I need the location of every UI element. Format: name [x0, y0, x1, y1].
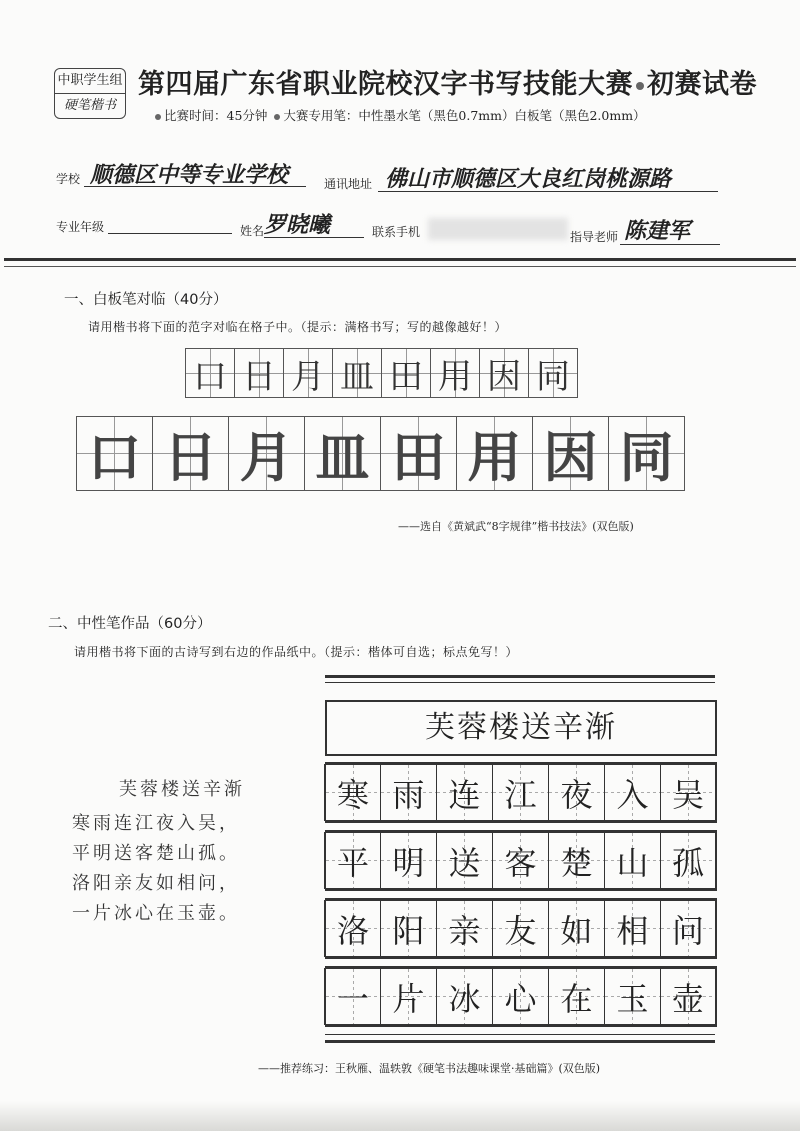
work-cell[interactable]: 山 — [604, 832, 661, 889]
work-row — [325, 966, 717, 1027]
work-cell[interactable]: 送 — [436, 832, 493, 889]
major-field[interactable] — [108, 233, 232, 234]
work-cell[interactable]: 在 — [548, 968, 605, 1025]
work-cell[interactable]: 如 — [548, 900, 605, 957]
grid-cell[interactable]: 同 — [528, 348, 578, 398]
poem-line: 一片冰心在玉壶。 — [72, 903, 240, 924]
divider-thin — [4, 266, 796, 267]
work-cell[interactable]: 孤 — [660, 832, 717, 889]
work-row — [325, 830, 717, 891]
section2-source: ——推荐练习：王秋雁、温轶敦《硬笔书法趣味课堂·基础篇》(双色版) — [258, 1062, 601, 1075]
bullet-icon — [636, 82, 644, 90]
exam-subtitle — [152, 106, 646, 124]
work-cell[interactable]: 寒 — [324, 764, 381, 821]
section1-source: ——选自《黄斌武“8字规律”楷书技法》(双色版) — [398, 520, 634, 533]
work-cell[interactable]: 心 — [492, 968, 549, 1025]
phone-label: 联系手机 — [372, 225, 421, 239]
grid-cell[interactable]: 口 — [185, 348, 235, 398]
poem-text — [72, 775, 292, 929]
work-border-bottom — [325, 1040, 715, 1043]
model-cell: 同 — [608, 416, 685, 491]
model-cell: 日 — [152, 416, 229, 491]
exam-time: 比赛时间：45分钟 — [164, 108, 268, 123]
work-row — [325, 898, 717, 959]
exam-pens: 大赛专用笔：中性墨水笔（黑色0.7mm）白板笔（黑色2.0mm） — [283, 108, 646, 123]
work-border-top-thin — [325, 682, 715, 683]
work-cell[interactable]: 连 — [436, 764, 493, 821]
work-cell[interactable]: 楚 — [548, 832, 605, 889]
grid-cell[interactable]: 月 — [283, 348, 333, 398]
poem-line: 洛阳亲友如相问， — [72, 873, 240, 894]
scan-shadow — [0, 1101, 800, 1131]
grid-cell[interactable]: 田 — [381, 348, 431, 398]
work-cell[interactable]: 明 — [380, 832, 437, 889]
work-cell[interactable]: 阳 — [380, 900, 437, 957]
phone-field-redacted[interactable] — [428, 218, 568, 240]
work-cell[interactable]: 客 — [492, 832, 549, 889]
grid-cell[interactable]: 用 — [430, 348, 480, 398]
section2-instruction: 请用楷书将下面的古诗写到右边的作品纸中。（提示：楷体可自选；标点免写！） — [74, 645, 519, 659]
work-row — [325, 762, 717, 823]
work-cell[interactable]: 亲 — [436, 900, 493, 957]
grid-cell[interactable]: 皿 — [332, 348, 382, 398]
address-field[interactable]: 佛山市顺德区大良红岗桃源路 — [385, 166, 672, 192]
model-cell: 田 — [380, 416, 457, 491]
poem-title: 芙蓉楼送辛渐 — [119, 779, 245, 800]
model-cell: 月 — [228, 416, 305, 491]
work-cell[interactable]: 一 — [324, 968, 381, 1025]
poem-line: 寒雨连江夜入吴， — [72, 813, 240, 834]
work-cell[interactable]: 友 — [492, 900, 549, 957]
bullet-icon — [274, 114, 280, 120]
model-cell: 口 — [76, 416, 153, 491]
major-label: 专业年级 — [56, 220, 105, 234]
work-cell[interactable]: 壶 — [660, 968, 717, 1025]
badge-group-text: 中职学生组 — [55, 69, 125, 94]
work-cell[interactable]: 玉 — [604, 968, 661, 1025]
name-field[interactable]: 罗晓曦 — [264, 212, 331, 238]
model-cell: 用 — [456, 416, 533, 491]
work-cell[interactable]: 平 — [324, 832, 381, 889]
section2-title: 二、中性笔作品（60分） — [48, 616, 212, 632]
model-cell: 因 — [532, 416, 609, 491]
bullet-icon — [155, 114, 161, 120]
grid-cell[interactable]: 日 — [234, 348, 284, 398]
address-label: 通讯地址 — [324, 177, 373, 191]
group-badge — [54, 68, 126, 119]
teacher-label: 指导老师 — [570, 230, 619, 244]
grid-cell[interactable]: 因 — [479, 348, 529, 398]
school-label: 学校 — [56, 172, 81, 186]
exam-title-suffix: 初赛试卷 — [647, 69, 757, 100]
work-title[interactable]: 芙蓉楼送辛渐 — [325, 700, 717, 756]
work-cell[interactable]: 夜 — [548, 764, 605, 821]
work-cell[interactable]: 江 — [492, 764, 549, 821]
work-cell[interactable]: 入 — [604, 764, 661, 821]
handwritten-grid — [186, 348, 578, 398]
exam-title — [138, 62, 757, 101]
model-cell: 皿 — [304, 416, 381, 491]
exam-title-main: 第四届广东省职业院校汉字书写技能大赛 — [138, 69, 633, 100]
work-cell[interactable]: 相 — [604, 900, 661, 957]
work-cell[interactable]: 雨 — [380, 764, 437, 821]
work-cell[interactable]: 吴 — [660, 764, 717, 821]
school-field[interactable]: 顺德区中等专业学校 — [90, 162, 289, 188]
work-border-top — [325, 675, 715, 678]
name-label: 姓名 — [240, 224, 265, 238]
badge-style-text: 硬笔楷书 — [63, 98, 116, 113]
teacher-field[interactable]: 陈建军 — [624, 218, 691, 244]
section1-title: 一、白板笔对临（40分） — [64, 292, 228, 308]
section1-instruction: 请用楷书将下面的范字对临在格子中。（提示：满格书写；写的越像越好！） — [88, 320, 508, 334]
poem-line: 平明送客楚山孤。 — [72, 843, 240, 864]
model-grid — [77, 416, 685, 491]
divider-thick — [4, 258, 796, 261]
work-cell[interactable]: 冰 — [436, 968, 493, 1025]
work-cell[interactable]: 问 — [660, 900, 717, 957]
work-cell[interactable]: 片 — [380, 968, 437, 1025]
work-cell[interactable]: 洛 — [324, 900, 381, 957]
work-border-bottom-thin — [325, 1034, 715, 1035]
